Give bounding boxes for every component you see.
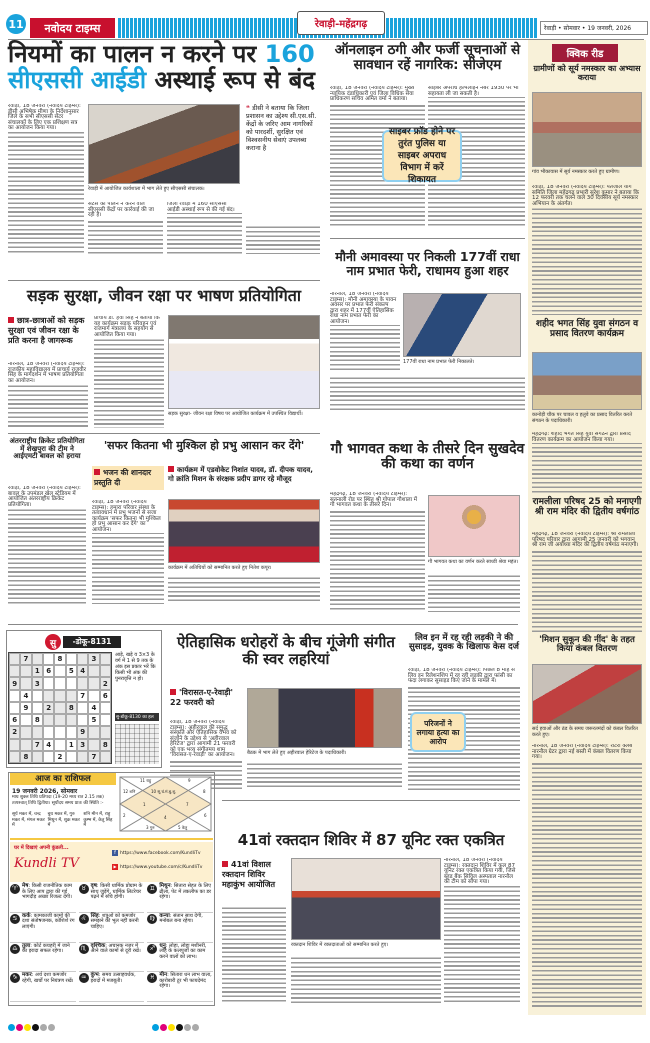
lead-photo bbox=[88, 104, 240, 184]
rashifal-date: 19 जनवरी 2026, सोमवार bbox=[12, 788, 78, 795]
sudoku-cell[interactable] bbox=[32, 653, 43, 665]
sudoku-cell[interactable] bbox=[100, 665, 111, 677]
livein-callout: परिजनों ने लगाया हत्या का आरोप bbox=[410, 712, 466, 752]
sudoku-instructions: आड़े, खड़े व 3×3 के वर्ग में 1 से 9 तक के अंक इस प्रकार भरें कि किसी भी अंक की पुनरावृत्ति न हो। bbox=[115, 652, 156, 682]
kundli-labels: 11 राहु 12 शनि 10 सू.चं.मं.बु.शु. 9 8 1 7 2 4 6 3 गुरु 5 केतु bbox=[123, 778, 207, 830]
mauni-headline: मौनी अमावस्या पर निकली 177वीं राधा नाम प्रभात फेरी, राधामय हुआ शहर bbox=[335, 249, 520, 278]
sudoku-cell[interactable] bbox=[9, 690, 20, 702]
sudoku-cell[interactable] bbox=[54, 739, 65, 751]
rashifal-planets bbox=[12, 812, 116, 829]
cyber-body-col2: साइबर अपराध हेल्पलाइन नंबर 1930 पर भी सहायता ली जा सकती है। bbox=[428, 86, 525, 226]
sudoku-cell[interactable] bbox=[9, 665, 20, 677]
mauni-body-wide bbox=[330, 376, 525, 413]
sign-text: लोहा, लोहा मशीनरी, लोहे के कलपुर्जों का काम करने वालों को लाभ। bbox=[159, 942, 207, 960]
quick-read-column bbox=[528, 40, 646, 1015]
kundli-promo bbox=[10, 842, 213, 882]
sudoku-cell[interactable] bbox=[77, 653, 88, 665]
sudoku-cell[interactable] bbox=[20, 739, 31, 751]
qr4-photo bbox=[532, 664, 642, 724]
sudoku-cell[interactable]: 4 bbox=[88, 702, 99, 714]
zodiac-sign-12: ♓ मीन: सितारा धन लाभ वाला, कारोबारी टूर भी फायदेमंद रहेगा। bbox=[147, 973, 213, 1002]
zodiac-icon: ♏ bbox=[79, 944, 89, 954]
sudoku-cell[interactable] bbox=[54, 677, 65, 689]
qr2-photo bbox=[532, 352, 642, 410]
planet-position: शनि मीन में, राहु कुम्भ में, केतु सिंह में bbox=[83, 812, 113, 828]
sudoku-cell[interactable]: 6 bbox=[43, 665, 54, 677]
sudoku-cell[interactable] bbox=[100, 702, 111, 714]
safar-body: रेवाड़ी, 18 जनवरी (नवोदय टाइम्स): हमारा परिवार संस्था के तत्वावधान में प्रभु भजनों से सजा कार्यक्रम 'सफर कितना भी मुश्किल हो प्रभु आसान कर देंगे' का आयोजन। bbox=[92, 500, 164, 604]
zodiac-sign-7: ♎ तुला: कोर्ट कचहरी में जाने का इरादा सफल रहेगा। bbox=[10, 944, 76, 973]
zodiac-signs bbox=[10, 884, 213, 1002]
gau-headline: गौ भागवत कथा के तीसरे दिन सुखदेव की कथा का वर्णन bbox=[330, 441, 525, 473]
sign-name: कन्या bbox=[159, 912, 170, 919]
qr3-headline: रामलीला परिषद 25 को मनाएगी श्री राम मंदिर की द्वितीय वर्षगांठ bbox=[532, 497, 642, 517]
bullet-icon bbox=[168, 466, 174, 472]
sign-name: मकर bbox=[22, 972, 32, 979]
sign-text: समय उत्साहवर्धक, इरादों में मजबूती। bbox=[90, 972, 136, 984]
sudoku-cell[interactable]: 4 bbox=[43, 739, 54, 751]
zodiac-icon: ♍ bbox=[147, 914, 157, 924]
zodiac-icon: ♊ bbox=[147, 884, 157, 894]
blood-headline: 41वां रक्तदान शिविर में 87 यूनिट रक्त एकत्रित bbox=[237, 831, 505, 849]
blood-body-col3 bbox=[291, 956, 441, 1003]
sudoku-cell[interactable] bbox=[20, 665, 31, 677]
facebook-icon: f bbox=[112, 850, 118, 856]
qr4-caption: सर्द हवाओं और ठंड के समय जरूरतमंदों को कंबल वितरित करते हुए। bbox=[532, 726, 638, 738]
lead-body-col3: जिला रेवाड़ी में 160 सीएससी आईडी अस्थाई रूप से की गई बंद। bbox=[167, 202, 242, 254]
zodiac-sign-6: ♍ कन्या: संतान साथ देगी, मनोबल बना रहेगा। bbox=[147, 914, 213, 943]
sign-name: वृश्चिक bbox=[90, 942, 106, 949]
sudoku-cell[interactable]: 8 bbox=[32, 714, 43, 726]
sudoku-cell[interactable] bbox=[77, 714, 88, 726]
mauni-body: नारनौल, 18 जनवरी (नवोदय टाइम्स): मौनी अमावस्या के पावन अवसर पर प्रभात फेरी संकल्प द्वारा शहर में 177वीं ऐतिहासिक राधा नाम प्रभात फेरी का आयोजन। bbox=[330, 292, 400, 372]
zodiac-icon: ♑ bbox=[10, 973, 20, 983]
blood-body-col2: नारनौल, 18 जनवरी (नवोदय टाइम्स): रक्तदान शिविर में कुल 87 यूनिट रक्त एकत्रित किया गया, जिसे ब्लड बैंक सिविल अस्पताल नारनौल की टीम को सौंपा गया। bbox=[444, 858, 520, 1003]
cricket-headline: अंतरराष्ट्रीय क्रिकेट प्रतियोगिता में शेखपुरा की टीम ने आईएमटी बावल को हराया bbox=[9, 437, 85, 461]
gau-body2 bbox=[428, 574, 520, 612]
zodiac-icon: ♋ bbox=[10, 914, 20, 924]
safar-caption: कार्यक्रम में अतिथियों को सम्मानित करते हुए नितेश कपूर। bbox=[168, 565, 272, 571]
edition-label: रेवाड़ी-महेंद्रगढ़ bbox=[297, 11, 385, 35]
heritage-body2 bbox=[247, 762, 402, 790]
gau-photo bbox=[428, 495, 520, 557]
zodiac-sign-4: ♋ कर्क: कामकाजी कामों की दशा संतोषजनक, कोशिशें रंग लाएंगी। bbox=[10, 914, 76, 943]
sign-name: मिथुन bbox=[159, 883, 171, 889]
sudoku-cell[interactable] bbox=[9, 653, 20, 665]
sudoku-cell[interactable]: 2 bbox=[43, 702, 54, 714]
masthead-logo: नवोदय टाइम्स bbox=[30, 18, 115, 38]
heritage-photo bbox=[247, 688, 402, 748]
sudoku-answer-grid bbox=[115, 724, 159, 764]
sign-text: किसी धार्मिक प्रोग्राम के साथ जुड़ेंगे, धार्मिक लिटरेचर पढ़ने में रुचि होगी। bbox=[90, 883, 143, 901]
sudoku-cell[interactable] bbox=[43, 653, 54, 665]
mauni-caption: 177वीं राधा नाम प्रभात फेरी निकालते। bbox=[403, 359, 475, 365]
sudoku-cell[interactable] bbox=[54, 665, 65, 677]
sudoku-cell[interactable]: 8 bbox=[20, 751, 31, 763]
sign-text: किसी राजनीतिक काम के लिए आप द्वारा की गई भागदौड़ अच्छा रिजल्ट देगी। bbox=[22, 883, 72, 901]
heritage-caption: बैठक में भाग लेते हुए अहीरवाल हेरिटेज के पदाधिकारी। bbox=[247, 750, 347, 756]
sudoku-cell[interactable] bbox=[43, 714, 54, 726]
gau-body: महेंद्रगढ़, 18 जनवरी (नवोदय टाइम्स): सतनाली रोड पर स्थित श्री गोपाल गौशाला में गौ भागवत कथा के तीसरे दिन। bbox=[330, 492, 425, 612]
sudoku-cell[interactable] bbox=[20, 726, 31, 738]
color-registration-marks bbox=[152, 1024, 199, 1031]
sudoku-grid[interactable] bbox=[8, 652, 112, 764]
blood-photo bbox=[291, 858, 441, 940]
sudoku-cell[interactable]: 3 bbox=[32, 677, 43, 689]
sign-name: कुंभ bbox=[90, 972, 99, 979]
sign-name: कर्क bbox=[22, 912, 31, 919]
sudoku-cell[interactable] bbox=[77, 677, 88, 689]
sudoku-cell[interactable]: 5 bbox=[88, 714, 99, 726]
promo-tagline: घर में दिखाएं अपनी कुंडली... bbox=[14, 845, 69, 851]
sudoku-cell[interactable]: 7 bbox=[88, 751, 99, 763]
sudoku-cell[interactable] bbox=[9, 751, 20, 763]
sudoku-cell[interactable]: 9 bbox=[77, 726, 88, 738]
quick-read-label: क्विक रीड bbox=[552, 44, 618, 62]
sudoku-cell[interactable] bbox=[66, 714, 77, 726]
kundli-tv-logo: Kundli TV bbox=[14, 856, 79, 871]
sudoku-cell[interactable] bbox=[32, 690, 43, 702]
zodiac-sign-8: ♏ वृश्चिक: अचानक नजर में आने वाले कामों से दूरी रखें। bbox=[79, 944, 145, 973]
zodiac-icon: ♎ bbox=[10, 944, 20, 954]
sudoku-cell[interactable] bbox=[54, 726, 65, 738]
blood-body-col1 bbox=[222, 906, 286, 1003]
sudoku-cell[interactable]: 1 bbox=[32, 665, 43, 677]
sudoku-cell[interactable] bbox=[54, 702, 65, 714]
planet-position: बुध मकर में, गुरु मिथुन में, शुक्र मकर में bbox=[47, 812, 80, 828]
sudoku-cell[interactable] bbox=[9, 702, 20, 714]
sudoku-cell[interactable] bbox=[100, 726, 111, 738]
road-body-col1: नारनौल, 18 जनवरी (नवोदय टाइम्स): राजकीय महाविद्यालय में प्राचार्य राजवीर सिंह के मार्गदर्शन में भाषण प्रतियोगिता का आयोजन। bbox=[8, 362, 88, 428]
sudoku-cell[interactable] bbox=[66, 751, 77, 763]
rashifal-title: आज का राशिफल bbox=[10, 773, 116, 785]
heritage-body: रेवाड़ी, 18 जनवरी (नवोदय टाइम्स): अहीरवाल की समृद्ध संस्कृति और ऐतिहासिक वैभव को संजोने के उद्देश्य से 'अहीरवाल हेरिटेज' द्वारा आगामी 21 फरवरी को एक भव्य संगीतमय शाम 'विरासत-ए-रेवाड़ी' का आयोजन। bbox=[170, 720, 242, 790]
sudoku-cell[interactable] bbox=[54, 714, 65, 726]
sign-name: वृष bbox=[90, 883, 97, 889]
qr3-body: महेंद्रगढ़, 18 जनवरी (नवोदय टाइम्स): श्री रामलीला परिषद परिवार द्वारा आगामी 25 जनवरी को भगवान श्री राम जी अयोध्या मंदिर की द्वितीय वर्षगांठ मनाएगी। bbox=[532, 532, 642, 632]
sudoku-cell[interactable] bbox=[20, 714, 31, 726]
lead-body-col2: सेंटर्स का पालन न करने वाले सीएससी केंद्रों पर कार्रवाई की जा रही है। bbox=[88, 202, 163, 254]
safar-headline: 'सफर कितना भी मुश्किल हो प्रभु आसान कर देंगे' bbox=[103, 439, 305, 452]
sudoku-cell[interactable]: 8 bbox=[100, 739, 111, 751]
zodiac-icon: ♉ bbox=[79, 884, 89, 894]
zodiac-icon: ♐ bbox=[147, 944, 157, 954]
sudoku-cell[interactable]: 8 bbox=[54, 653, 65, 665]
sudoku-cell[interactable] bbox=[100, 714, 111, 726]
sudoku-cell[interactable]: 5 bbox=[66, 665, 77, 677]
cyber-callout: साइबर फ्रॉड होने पर तुरंत पुलिस या साइबर अपराध विभाग में करें शिकायत bbox=[382, 130, 462, 182]
color-registration-marks bbox=[8, 1024, 55, 1031]
sudoku-cell[interactable] bbox=[66, 677, 77, 689]
sudoku-cell[interactable]: 7 bbox=[77, 690, 88, 702]
sudoku-cell[interactable] bbox=[54, 690, 65, 702]
sudoku-cell[interactable] bbox=[32, 702, 43, 714]
zodiac-sign-1: ♈ मेष: किसी राजनीतिक काम के लिए आप द्वारा की गई भागदौड़ अच्छा रिजल्ट देगी। bbox=[10, 884, 76, 913]
sudoku-cell[interactable] bbox=[20, 677, 31, 689]
sign-name: मेष bbox=[22, 883, 29, 889]
sudoku-cell[interactable]: 3 bbox=[88, 653, 99, 665]
blood-sub: 41वां विशाल रक्तदान शिविर महाकुंभ आयोजित bbox=[222, 860, 276, 889]
sign-text: कोर्ट कचहरी में जाने का इरादा सफल रहेगा। bbox=[22, 942, 70, 955]
sign-text: कामकाजी कामों की दशा संतोषजनक, कोशिशें रंग लाएंगी। bbox=[22, 912, 75, 930]
sudoku-title-icon: सु bbox=[45, 634, 61, 650]
zodiac-sign-11: ♒ कुंभ: समय उत्साहवर्धक, इरादों में मजबूती। bbox=[79, 973, 145, 1002]
road-caption: सड़क सुरक्षा- जीवन रक्षा विषय पर आयोजित कार्यक्रम में उपस्थित विद्यार्थी। bbox=[168, 411, 303, 417]
road-subheadline: छात्र-छात्राओं को सड़क सुरक्षा एवं जीवन रक्षा के प्रति करना है जागरूक bbox=[8, 316, 85, 345]
sudoku-cell[interactable]: 6 bbox=[9, 714, 20, 726]
bullet-icon bbox=[170, 689, 176, 695]
zodiac-sign-9: ♐ धनु: लोहा, लोहा मशीनरी, लोहे के कलपुर्जों का काम करने वालों को लाभ। bbox=[147, 944, 213, 973]
sudoku-cell[interactable] bbox=[66, 653, 77, 665]
sudoku-cell[interactable] bbox=[100, 653, 111, 665]
sign-text: अचानक नजर में आने वाले कामों से दूरी रखें। bbox=[90, 942, 141, 955]
lead-photo-caption: रेवाड़ी में आयोजित कार्यशाला में भाग लेते हुए सीएससी संचालक। bbox=[88, 186, 205, 192]
sign-text: सितारा धन लाभ वाला, कारोबारी टूर भी फायदेमंद रहेगा। bbox=[159, 972, 212, 990]
sudoku-cell[interactable] bbox=[88, 677, 99, 689]
cyber-body-col1: रेवाड़ी, 18 जनवरी (नवोदय टाइम्स): मुख्य न्यायिक दंडाधिकारी एवं जिला विधिक सेवा प्राधिकरण सचिव अमित वर्मा ने बताया। bbox=[330, 86, 425, 226]
qr1-body: रेवाड़ी, 18 जनवरी (नवोदय टाइम्स): पतंजलि योग समिति जिला महेंद्रगढ़ प्रभारी सुरेश कुमार ने बताया कि 12 फरवरी तक चलने वाले 30 दिवसीय सूर्य नमस्कार अभियान के अंतर्गत। bbox=[532, 185, 642, 315]
lead-body-col4 bbox=[246, 225, 320, 254]
livein-headline: लिव इन में रह रही लड़की ने की सुसाइड, युवक के खिलाफ केस दर्ज bbox=[409, 633, 519, 653]
sign-name: धनु bbox=[159, 942, 166, 949]
sudoku-cell[interactable] bbox=[77, 702, 88, 714]
cyber-headline: ऑनलाइन ठगी और फर्जी सूचनाओं से सावधान रहें नागरिक: सीजेएम bbox=[334, 42, 521, 73]
zodiac-sign-5: ♌ सिंह: शत्रुओं को कमजोर समझने की भूल नहीं करनी चाहिए। bbox=[79, 914, 145, 943]
zodiac-sign-10: ♑ मकर: अर्थ दशा कमजोर रहेगी, खर्चों पर नियंत्रण रखें। bbox=[10, 973, 76, 1002]
sudoku-cell[interactable] bbox=[43, 751, 54, 763]
sudoku-title: -डोकू-8131 bbox=[63, 636, 121, 648]
sudoku-cell[interactable]: 2 bbox=[9, 726, 20, 738]
lead-headline: नियमों का पालन न करने पर 160 सीएससी आईडी अस्थाई रूप से बंद bbox=[8, 40, 316, 94]
livein-body: रेवाड़ी, 18 जनवरी (नवोदय टाइम्स): पिछले 8 माह से लिव इन रिलेशनशिप में रह रही लड़की द्वारा फांसी का फंदा लगाकर सुसाइड किए जाने के मामले में। bbox=[408, 668, 520, 790]
sign-text: शत्रुओं को कमजोर समझने की भूल नहीं करनी चाहिए। bbox=[90, 912, 139, 930]
sudoku-cell[interactable]: 1 bbox=[66, 739, 77, 751]
zodiac-icon: ♌ bbox=[79, 914, 89, 924]
sudoku-cell[interactable]: 3 bbox=[77, 739, 88, 751]
page-number: 11 bbox=[6, 14, 26, 34]
lead-body-col1: रेवाड़ी, 18 जनवरी (नवोदय टाइम्स): डीसी अभिषेक मीणा के निर्देशानुसार जिले के सभी सीएससी सेंटर संचालकों के लिए एक प्रशिक्षण सत्र का आयोजन किया गया। bbox=[8, 104, 84, 254]
zodiac-icon: ♒ bbox=[79, 973, 89, 983]
safar-body2 bbox=[168, 576, 320, 604]
sudoku-cell[interactable] bbox=[32, 726, 43, 738]
planet-position: सूर्य मकर में, चन्द्र मकर में, मंगल मकर में bbox=[12, 812, 45, 828]
dateline: रेवाड़ी • सोमवार • 19 जनवरी, 2026 bbox=[540, 21, 648, 35]
sudoku-cell[interactable] bbox=[66, 690, 77, 702]
road-photo bbox=[168, 315, 320, 409]
bullet-icon bbox=[94, 469, 100, 475]
sign-name: मीन bbox=[159, 972, 168, 979]
road-body-col2: प्राचार्य डॉ. हवा सिंह ने बताया कि यह कार्यक्रम सड़क परिवहन एवं राजमार्ग मंत्रालय के सहयोग से आयोजित किया गया। bbox=[94, 316, 164, 428]
sudoku-cell[interactable] bbox=[66, 726, 77, 738]
bullet-icon bbox=[8, 317, 14, 323]
sign-name: सिंह bbox=[90, 912, 99, 919]
qr4-headline: 'मिशन सुकून की नींद' के तहत किया कंबल वितरण bbox=[539, 635, 635, 655]
sign-text: अर्थ दशा कमजोर रहेगी, खर्चों पर नियंत्रण रखें। bbox=[22, 972, 74, 984]
sudoku-cell[interactable] bbox=[32, 751, 43, 763]
sudoku-cell[interactable]: 9 bbox=[9, 677, 20, 689]
sudoku-cell[interactable]: 9 bbox=[20, 702, 31, 714]
sudoku-cell[interactable]: 4 bbox=[20, 690, 31, 702]
safar-photo bbox=[168, 499, 320, 563]
zodiac-icon: ♓ bbox=[147, 973, 157, 983]
sign-text: सितारा सेहत के लिए ढीला, पेट में तकलीफ का डर रहेगा। bbox=[159, 883, 212, 901]
sudoku-cell[interactable] bbox=[88, 665, 99, 677]
road-headline: सड़क सुरक्षा, जीवन रक्षा पर भाषण प्रतियोगिता bbox=[26, 286, 302, 305]
sudoku-answer-title: सु-डोकू-8130 का हल bbox=[115, 713, 159, 721]
sudoku-cell[interactable] bbox=[43, 690, 54, 702]
sudoku-cell[interactable]: 4 bbox=[77, 665, 88, 677]
qr1-caption: गांव भीकावास में सूर्य नमस्कार करते हुए ग्रामीण। bbox=[532, 169, 620, 175]
qr1-photo bbox=[532, 92, 642, 167]
sudoku-cell[interactable] bbox=[88, 726, 99, 738]
sudoku-cell[interactable] bbox=[88, 739, 99, 751]
sudoku-cell[interactable]: 7 bbox=[20, 653, 31, 665]
zodiac-sign-3: ♊ मिथुन: सितारा सेहत के लिए ढीला, पेट में तकलीफ का डर रहेगा। bbox=[147, 884, 213, 913]
sudoku-cell[interactable]: 6 bbox=[100, 690, 111, 702]
zodiac-icon: ♈ bbox=[10, 884, 20, 894]
mauni-photo bbox=[403, 293, 521, 357]
sudoku-cell[interactable] bbox=[77, 751, 88, 763]
safar-sub2: कार्यक्रम में एडवोकेट निशांत यादव, डॉ. दीपक यादव, गो क्रांति मिशन के संरक्षक प्रदीप डागर रहे मौजूद bbox=[168, 466, 313, 483]
quote-icon: ❝ bbox=[246, 104, 253, 112]
qr2-headline: शहीद भगत सिंह युवा संगठन व प्रसाद वितरण कार्यक्रम bbox=[535, 319, 639, 339]
sudoku-cell[interactable] bbox=[100, 751, 111, 763]
bullet-icon bbox=[222, 861, 228, 867]
qr1-headline: ग्रामीणों को सूर्य नमस्कार का अभ्यास कराया bbox=[533, 64, 641, 82]
facebook-link[interactable]: https://www.facebook.com/KundliTv bbox=[120, 850, 201, 856]
zodiac-sign-2: ♉ वृष: किसी धार्मिक प्रोग्राम के साथ जुड़ेंगे, धार्मिक लिटरेचर पढ़ने में रुचि होगी। bbox=[79, 884, 145, 913]
gau-caption: गौ भागवत कथा का वर्णन करते साध्वी श्रेया महंत। bbox=[428, 559, 519, 565]
qr2-caption: कानोड़ी चौक पर चावल व हलुवे का प्रसाद वितरित करते संगठन के पदाधिकारी। bbox=[532, 412, 633, 424]
sudoku-cell[interactable]: 2 bbox=[100, 677, 111, 689]
sign-text: संतान साथ देगी, मनोबल बना रहेगा। bbox=[159, 912, 203, 925]
sudoku-cell[interactable]: 2 bbox=[54, 751, 65, 763]
sudoku-cell[interactable] bbox=[9, 739, 20, 751]
lead-quote: ❝ डीसी ने बताया कि जिला प्रशासन का उद्देश्य सी.एस.सी. केंद्रों के जरिए आम नागरिकों को पारदर्शी, सुरक्षित एवं विश्वसनीय सेवाएं उपलब्ध कराना है bbox=[246, 104, 317, 152]
sign-name: तुला bbox=[22, 942, 31, 949]
sudoku-cell[interactable] bbox=[88, 690, 99, 702]
sudoku-cell[interactable]: 7 bbox=[32, 739, 43, 751]
qr2-body: महेंद्रगढ़: शहीद भगत सिंह युवा संगठन द्वारा प्रसाद वितरण कार्यक्रम का आयोजन किया गया। bbox=[532, 432, 642, 494]
sudoku-cell[interactable] bbox=[43, 677, 54, 689]
sudoku-cell[interactable]: 8 bbox=[66, 702, 77, 714]
youtube-icon: ▶ bbox=[113, 864, 117, 869]
heritage-sub: 'विरासत-ए-रेवाड़ी' 22 फरवरी को bbox=[170, 688, 233, 707]
safar-sub1: भजन की शानदार प्रस्तुति दी bbox=[92, 466, 164, 490]
heritage-headline: ऐतिहासिक धरोहरों के बीच गूंजेगी संगीत की स्वर लहरियां bbox=[177, 633, 395, 668]
cricket-body: रेवाड़ी, 18 जनवरी (नवोदय टाइम्स): बावल के उपमंडल खेल स्टेडियम में आयोजित अंतरराष्ट्रीय क्रिकेट प्रतियोगिता। bbox=[8, 486, 86, 604]
rashifal-panchang: माघ शुक्ल तिथि प्रतिपदा (19-20 मध्य रात 2.15 तक) तत्पश्चात् तिथि द्वितीया। सूर्योदय समय प्रातः की स्थिति :- bbox=[12, 795, 104, 806]
blood-caption: रक्तदान शिविर में रक्तदाताओं को सम्मानित करते हुए। bbox=[291, 942, 389, 948]
qr4-body: नारनौल, 18 जनवरी (नवोदय टाइम्स): रोटरी क्लब नारनौल ग्रेटर द्वारा नई बस्ती में कंबल वितरण किया गया। bbox=[532, 744, 642, 1008]
sudoku-cell[interactable] bbox=[43, 726, 54, 738]
youtube-link[interactable]: https://www.youtube.com/c/KundliTv bbox=[120, 864, 203, 870]
